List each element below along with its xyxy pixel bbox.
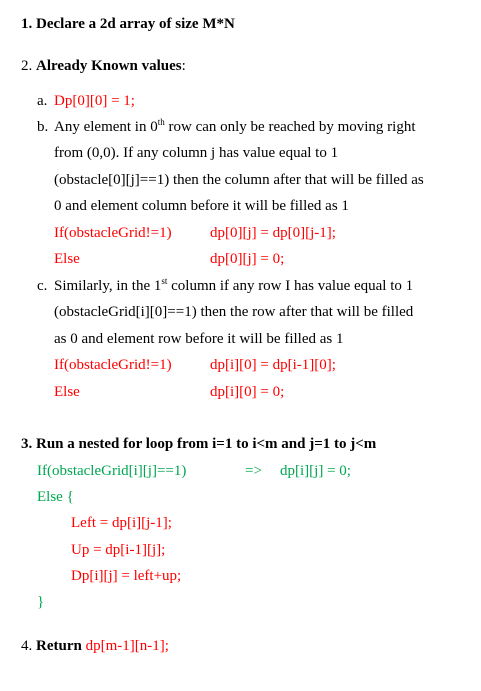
step-3-else-open: Else { (37, 489, 74, 505)
step-1 (21, 15, 235, 33)
step-2c-superscript: st (161, 276, 168, 286)
step-2c-else-keyword: Else (54, 384, 80, 400)
step-2c-line-3: as 0 and element row before it will be filled as 1 (54, 331, 344, 347)
step-2-number: 2. (21, 58, 33, 74)
step-3-if-condition: If(obstacleGrid[i][j]==1) (37, 463, 187, 479)
step-2c-if-condition: If(obstacleGrid!=1) (54, 357, 172, 373)
step-1-number: 1. (21, 16, 33, 32)
step-4-label: Return (36, 638, 82, 654)
step-2b-else-keyword: Else (54, 251, 80, 267)
step-2c-line-1-pre: Similarly, in the 1 (54, 278, 162, 294)
step-2a-code: Dp[0][0] = 1; (54, 93, 135, 109)
step-3-if-statement: dp[i][j] = 0; (280, 463, 351, 479)
step-3-text: Run a nested for loop from i=1 to i<m and j=1 to j<m (36, 436, 377, 452)
step-2 (21, 57, 186, 75)
step-3-sum-assignment: Dp[i][j] = left+up; (71, 568, 182, 584)
step-3-left-assignment: Left = dp[i][j-1]; (71, 515, 172, 531)
step-2b-label: b. (37, 119, 49, 135)
step-3 (21, 435, 376, 453)
step-3-close-brace: } (37, 594, 45, 610)
step-2a-label: a. (37, 93, 48, 109)
step-2c-label: c. (37, 278, 48, 294)
step-4-code: dp[m-1][n-1]; (81, 638, 169, 654)
step-4-number: 4. (21, 638, 33, 654)
step-4 (21, 637, 169, 655)
step-2b-if-statement: dp[0][j] = dp[0][j-1]; (210, 225, 336, 241)
step-2-colon: : (181, 58, 186, 74)
step-2b-if-condition: If(obstacleGrid!=1) (54, 225, 172, 241)
step-2b-else-statement: dp[0][j] = 0; (210, 251, 285, 267)
step-2b-line-2: from (0,0). If any column j has value equal to 1 (54, 145, 339, 161)
step-1-text: Declare a 2d array of size M*N (36, 16, 235, 32)
step-2b-line-1-post: row can only be reached by moving right (164, 119, 416, 135)
step-2b-line-4: 0 and element column before it will be filled as 1 (54, 198, 349, 214)
step-2c-line-1 (54, 277, 413, 295)
step-2-title: Already Known values (36, 58, 182, 74)
step-2c-if-statement: dp[i][0] = dp[i-1][0]; (210, 357, 336, 373)
step-2b-line-3: (obstacle[0][j]==1) then the column after that will be filled as (54, 172, 424, 188)
step-2c-line-1-post: column if any row I has value equal to 1 (167, 278, 414, 294)
step-2b-superscript: th (157, 117, 165, 127)
step-3-arrow: => (245, 463, 262, 479)
step-3-up-assignment: Up = dp[i-1][j]; (71, 542, 166, 558)
step-3-number: 3. (21, 436, 33, 452)
step-2b-line-1 (54, 118, 416, 136)
step-2c-line-2: (obstacleGrid[i][0]==1) then the row after that will be filled (54, 304, 414, 320)
step-2b-line-1-pre: Any element in 0 (54, 119, 158, 135)
step-2c-else-statement: dp[i][0] = 0; (210, 384, 285, 400)
